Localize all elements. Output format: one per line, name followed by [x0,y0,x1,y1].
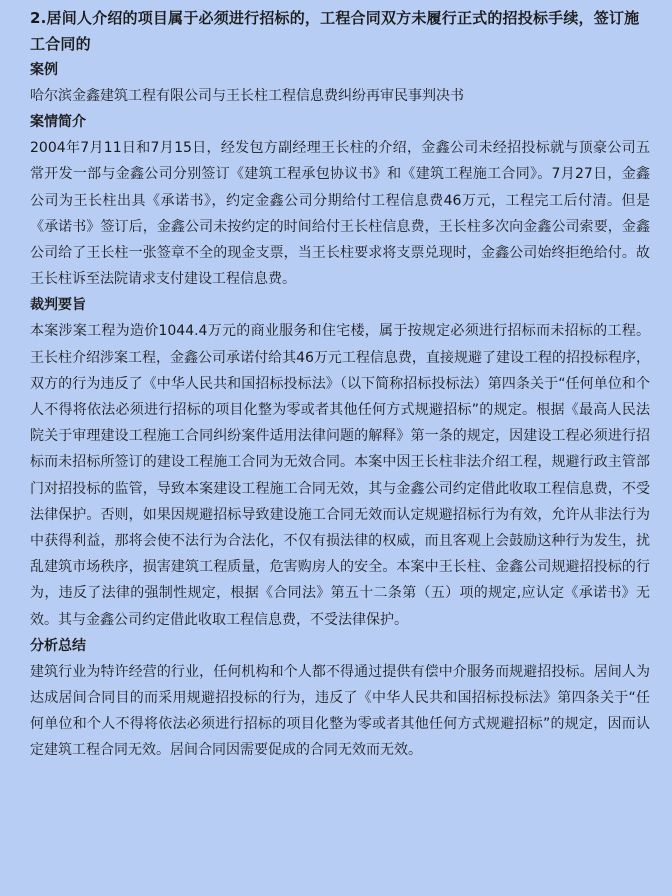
summary-paragraph: 2004年7月11日和7月15日，经发包方副经理王长柱的介绍，金鑫公司未经招投标就与顶豪公司五常开发一部与金鑫公司分别签订《建筑工程承包协议书》和《建筑工程施工合同》。7月27日，金鑫公司为王长柱出具《承诺书》，约定金鑫公司分期给付工程信息费46万元，工程完工后付清。但是《承诺书》签订后，金鑫公司未按约定的时间给付王长柱信息费，王长柱多次向金鑫公司索要，金鑫公司给了王长柱一张签章不全的现金支票，当王长柱要求将支票兑现时，金鑫公司始终拒绝给付。故王长柱诉至法院请求支付建设工程信息费。 [30,140,650,288]
ruling-paragraph: 本案涉案工程为造价1044.4万元的商业服务和住宅楼，属于按规定必须进行招标而未招标的工程。王长柱介绍涉案工程，金鑫公司承诺付给其46万元工程信息费，直接规避了建设工程的招投标程序，双方的行为违反了《中华人民共和国招标投标法》（以下简称招标投标法）第四条关于“任何单位和个人不得将依法必须进行招标的项目化整为零或者其他任何方式规避招标”的规定。根据《最高人民法院关于审理建设工程施工合同纠纷案件适用法律问题的解释》第一条的规定，因建设工程必须进行招标而未招标所签订的建设工程施工合同为无效合同。本案中因王长柱非法介绍工程，规避行政主管部门对招投标的监管，导致本案建设工程施工合同无效，其与金鑫公司约定借此收取工程信息费，不受法律保护。否则，如果因规避招标导致建设施工合同无效而认定规避招标行为有效，允许从非法行为中获得利益，那将会使不法行为合法化，不仅有损法律的权威，而且客观上会鼓励这种行为发生，扰乱建筑市场秩序，损害建筑工程质量，危害购房人的安全。本案中王长柱、金鑫公司规避招投标的行为，违反了法律的强制性规定，根据《合同法》第五十二条第（五）项的规定,应认定《承诺书》无效。其与金鑫公司约定借此收取工程信息费，不受法律保护。 [30,323,650,628]
analysis-heading: 分析总结 [30,637,86,654]
ruling-heading: 裁判要旨 [30,297,86,314]
analysis-paragraph: 建筑行业为特许经营的行业，任何机构和个人都不得通过提供有偿中介服务而规避招投标。居间人为达成居间合同目的而采用规避招投标的行为，违反了《中华人民共和国招标投标法》第四条关于“任何单位和个人不得将依法必须进行招标的项目化整为零或者其他任何方式规避招标”的规定，因而认定建筑工程合同无效。居间合同因需要促成的合同无效而无效。 [30,663,650,759]
section-title: 2.居间人介绍的项目属于必须进行招标的，工程合同双方未履行正式的招投标手续，签订施工合同的 [30,9,640,53]
case-heading: 案例 [30,62,58,78]
case-name: 哈尔滨金鑫建筑工程有限公司与王长柱工程信息费纠纷再审民事判决书 [30,88,464,104]
summary-heading: 案情简介 [30,114,86,131]
